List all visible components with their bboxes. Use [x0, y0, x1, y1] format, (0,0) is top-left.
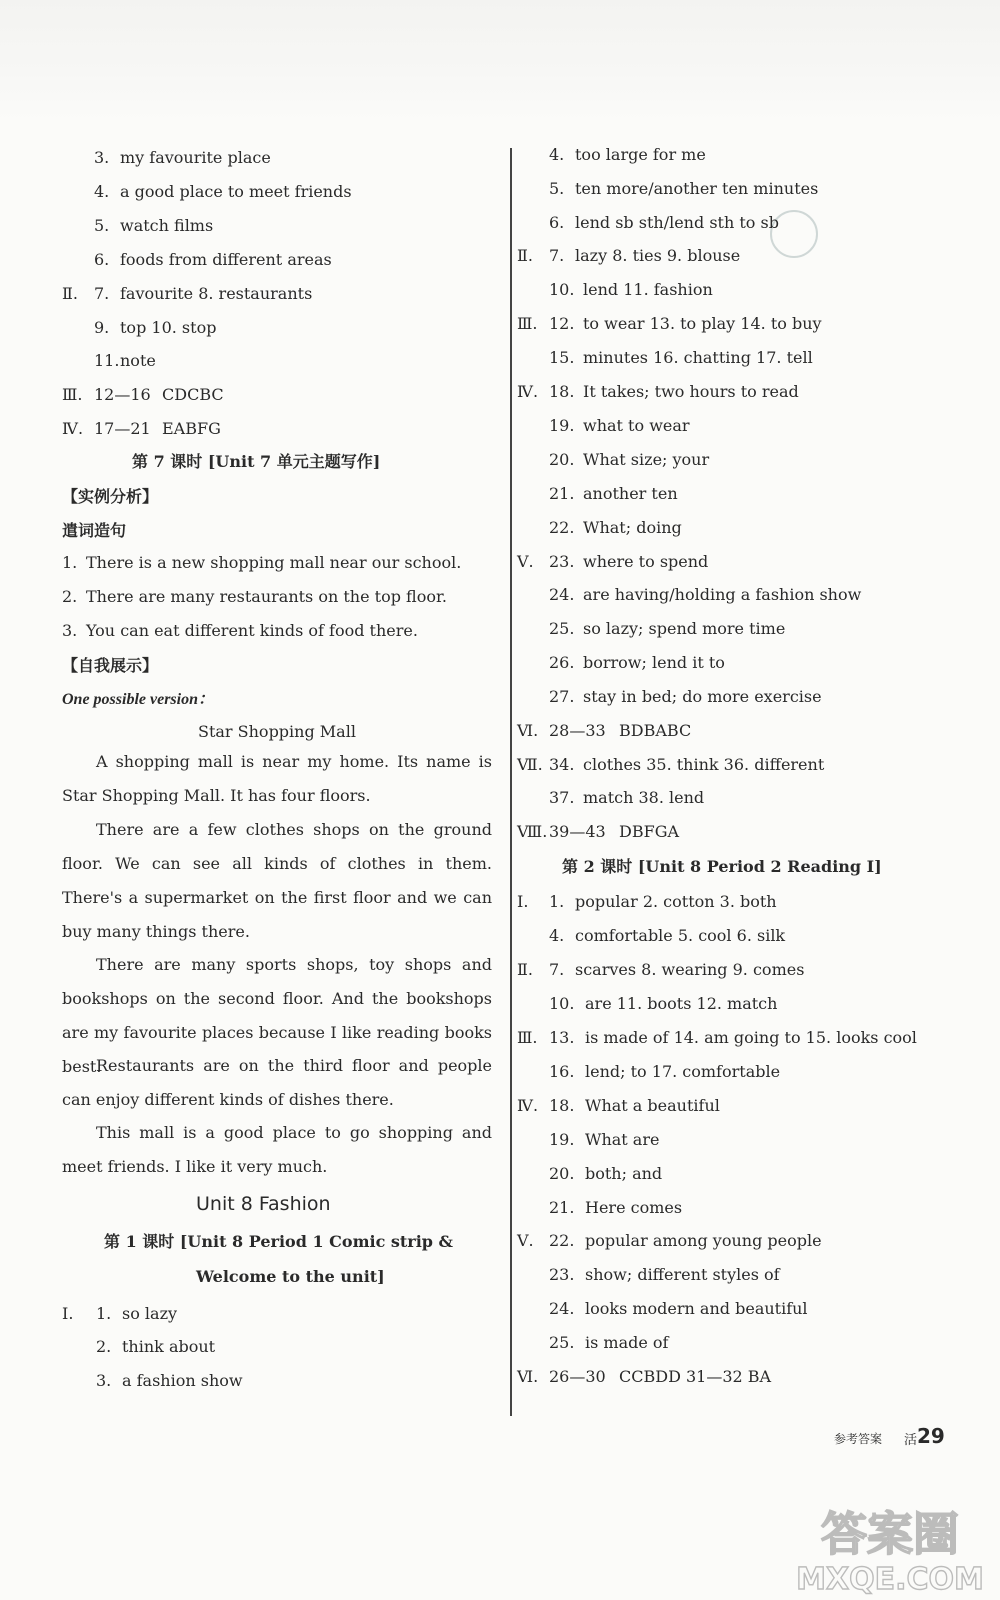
item-number: 1.	[549, 892, 565, 911]
item-answer: are 11. boots 12. match	[585, 994, 778, 1013]
item-number: 26.	[549, 653, 575, 672]
roman-numeral: Ⅵ.	[517, 721, 539, 740]
item-answer: foods from different areas	[120, 250, 332, 269]
roman-numeral: Ⅰ.	[62, 1304, 74, 1323]
item-answer: There is a new shopping mall near our school.	[86, 553, 462, 572]
item-answer: show; different styles of	[585, 1265, 780, 1284]
item-answer: a fashion show	[122, 1371, 243, 1390]
lesson1-heading-line1: 第 1 课时 [Unit 8 Period 1 Comic strip &	[104, 1232, 454, 1251]
item-answer: looks modern and beautiful	[585, 1299, 808, 1318]
item-number: 22.	[549, 1231, 575, 1250]
lesson2-heading: 第 2 课时 [Unit 8 Period 2 Reading Ⅰ]	[562, 857, 882, 876]
item-number: 10.	[549, 280, 575, 299]
item-number: 1.	[96, 1304, 112, 1323]
roman-numeral: Ⅵ.	[517, 1367, 539, 1386]
item-number: 2.	[96, 1337, 112, 1356]
item-number: 25.	[549, 1333, 575, 1352]
essay-paragraph: A shopping mall is near my home. Its name is Star Shopping Mall. It has four floors.	[62, 752, 492, 805]
item-answer: lend; to 17. comfortable	[585, 1062, 781, 1081]
roman-numeral: Ⅱ.	[517, 246, 533, 265]
essay-paragraph: There are many sports shops, toy shops and bookshops on the second floor. And the bookshops are my favourite places because I like reading books best.	[62, 955, 492, 1076]
item-number: 10.	[549, 994, 575, 1013]
item-number: 20.	[549, 1164, 575, 1183]
item-answer: ten more/another ten minutes	[575, 179, 819, 198]
unit8-title: Unit 8 Fashion	[196, 1193, 331, 1215]
scan-top-shading	[0, 0, 1000, 120]
possible-version-label: One possible version：	[62, 691, 215, 708]
item-answer: borrow; lend it to	[583, 653, 725, 672]
item-answer: It takes; two hours to read	[583, 382, 799, 401]
item-number: 28—33	[549, 721, 606, 740]
item-number: 20.	[549, 450, 575, 469]
item-number: 37.	[549, 788, 575, 807]
footer-label: 参考答案	[834, 1432, 883, 1446]
item-number: 27.	[549, 687, 575, 706]
item-answer: where to spend	[583, 552, 709, 571]
essay-title: Star Shopping Mall	[198, 722, 356, 741]
self-show-label: 【自我展示】	[62, 656, 159, 675]
roman-numeral: Ⅴ.	[517, 1231, 534, 1250]
roman-numeral: Ⅳ.	[517, 1096, 539, 1115]
roman-numeral: Ⅳ.	[62, 419, 84, 438]
item-answer: is made of 14. am going to 15. looks cool	[585, 1028, 917, 1047]
item-number: 7.	[549, 960, 565, 979]
item-number: 7.	[549, 246, 565, 265]
item-answer: both; and	[585, 1164, 663, 1183]
item-answer: think about	[122, 1337, 216, 1356]
item-number: 16.	[549, 1062, 575, 1081]
item-answer: are having/holding a fashion show	[583, 585, 862, 604]
lesson1-heading-line2: Welcome to the unit]	[196, 1267, 385, 1286]
watermark-logo	[795, 1492, 985, 1597]
watermark-line1: 答案圈	[821, 1507, 959, 1561]
item-answer: is made of	[585, 1333, 669, 1352]
item-answer: my favourite place	[120, 148, 271, 167]
item-number: 22.	[549, 518, 575, 537]
essay-paragraph: There are a few clothes shops on the ground floor. We can see all kinds of clothes in them. There's a supermarket on the first floor and we can buy many things there.	[62, 820, 492, 941]
page-prefix: 活	[904, 1433, 918, 1448]
item-number: 3.	[94, 148, 110, 167]
item-number: 12—16	[94, 385, 151, 404]
item-number: 5.	[94, 216, 110, 235]
item-answer: note	[120, 351, 156, 370]
item-number: 1.	[62, 553, 78, 572]
item-answer: There are many restaurants on the top floor.	[86, 587, 447, 606]
watermark-line2: MXQE.COM	[796, 1562, 984, 1597]
item-answer: favourite 8. restaurants	[120, 284, 313, 303]
item-number: 34.	[549, 755, 575, 774]
item-answer: scarves 8. wearing 9. comes	[575, 960, 805, 979]
item-answer: match 38. lend	[583, 788, 705, 807]
item-number: 26—30	[549, 1367, 606, 1386]
essay-paragraph: Restaurants are on the third floor and people can enjoy different kinds of dishes there.	[62, 1056, 492, 1109]
roman-numeral: Ⅲ.	[517, 1028, 538, 1047]
item-answer: stay in bed; do more exercise	[583, 687, 822, 706]
item-number: 5.	[549, 179, 565, 198]
item-number: 11.	[94, 351, 120, 370]
roman-numeral: Ⅲ.	[517, 314, 538, 333]
item-number: 25.	[549, 619, 575, 638]
roman-numeral: Ⅳ.	[517, 382, 539, 401]
item-answer: popular 2. cotton 3. both	[575, 892, 777, 911]
column-divider	[510, 148, 512, 1416]
roman-numeral: Ⅴ.	[517, 552, 534, 571]
item-answer: lend sb sth/lend sth to sb	[575, 213, 779, 232]
item-answer: What a beautiful	[585, 1096, 720, 1115]
item-answer: top 10. stop	[120, 318, 217, 337]
item-answer: What size; your	[583, 450, 710, 469]
item-number: 4.	[94, 182, 110, 201]
item-number: 21.	[549, 1198, 575, 1217]
roman-numeral: Ⅷ.	[517, 822, 548, 841]
item-number: 24.	[549, 1299, 575, 1318]
item-number: 23.	[549, 1265, 575, 1284]
roman-numeral: Ⅱ.	[517, 960, 533, 979]
item-answer: minutes 16. chatting 17. tell	[583, 348, 813, 367]
item-number: 39—43	[549, 822, 606, 841]
item-number: 2.	[62, 587, 78, 606]
item-answer: too large for me	[575, 145, 706, 164]
item-answer: another ten	[583, 484, 678, 503]
item-number: 3.	[96, 1371, 112, 1390]
item-number: 18.	[549, 1096, 575, 1115]
essay-paragraph: This mall is a good place to go shopping and meet friends. I like it very much.	[62, 1123, 492, 1176]
item-number: 23.	[549, 552, 575, 571]
item-number: 4.	[549, 145, 565, 164]
item-number: 4.	[549, 926, 565, 945]
item-answer: EABFG	[162, 419, 221, 438]
item-answer: what to wear	[583, 416, 690, 435]
item-answer: What are	[585, 1130, 660, 1149]
item-number: 17—21	[94, 419, 151, 438]
item-answer: Here comes	[585, 1198, 683, 1217]
sentence-building-label: 遣词造句	[62, 521, 127, 540]
lesson7-heading: 第 7 课时 [Unit 7 单元主题写作]	[132, 452, 381, 471]
item-answer: CCBDD 31—32 BA	[619, 1367, 772, 1386]
item-number: 13.	[549, 1028, 575, 1047]
item-answer: clothes 35. think 36. different	[583, 755, 825, 774]
item-number: 19.	[549, 1130, 575, 1149]
item-number: 6.	[94, 250, 110, 269]
item-number: 3.	[62, 621, 78, 640]
item-number: 7.	[94, 284, 110, 303]
item-number: 9.	[94, 318, 110, 337]
item-number: 15.	[549, 348, 575, 367]
page-number: 29	[917, 1424, 945, 1448]
item-answer: so lazy; spend more time	[583, 619, 786, 638]
item-answer: You can eat different kinds of food there.	[86, 621, 418, 640]
item-answer: to wear 13. to play 14. to buy	[583, 314, 822, 333]
item-number: 12.	[549, 314, 575, 333]
roman-numeral: Ⅱ.	[62, 284, 78, 303]
roman-numeral: Ⅶ.	[517, 755, 543, 774]
roman-numeral: Ⅰ.	[517, 892, 529, 911]
item-number: 19.	[549, 416, 575, 435]
item-answer: comfortable 5. cool 6. silk	[575, 926, 786, 945]
item-number: 24.	[549, 585, 575, 604]
item-answer: DBFGA	[619, 822, 680, 841]
item-answer: CDCBC	[162, 385, 224, 404]
item-number: 6.	[549, 213, 565, 232]
item-answer: popular among young people	[585, 1231, 822, 1250]
item-answer: lazy 8. ties 9. blouse	[575, 246, 741, 265]
item-answer: so lazy	[122, 1304, 178, 1323]
item-answer: BDBABC	[619, 721, 692, 740]
item-answer: lend 11. fashion	[583, 280, 713, 299]
item-number: 21.	[549, 484, 575, 503]
item-number: 18.	[549, 382, 575, 401]
roman-numeral: Ⅲ.	[62, 385, 83, 404]
item-answer: a good place to meet friends	[120, 182, 352, 201]
example-analysis-label: 【实例分析】	[62, 487, 159, 506]
item-answer: watch films	[120, 216, 214, 235]
item-answer: What; doing	[583, 518, 682, 537]
